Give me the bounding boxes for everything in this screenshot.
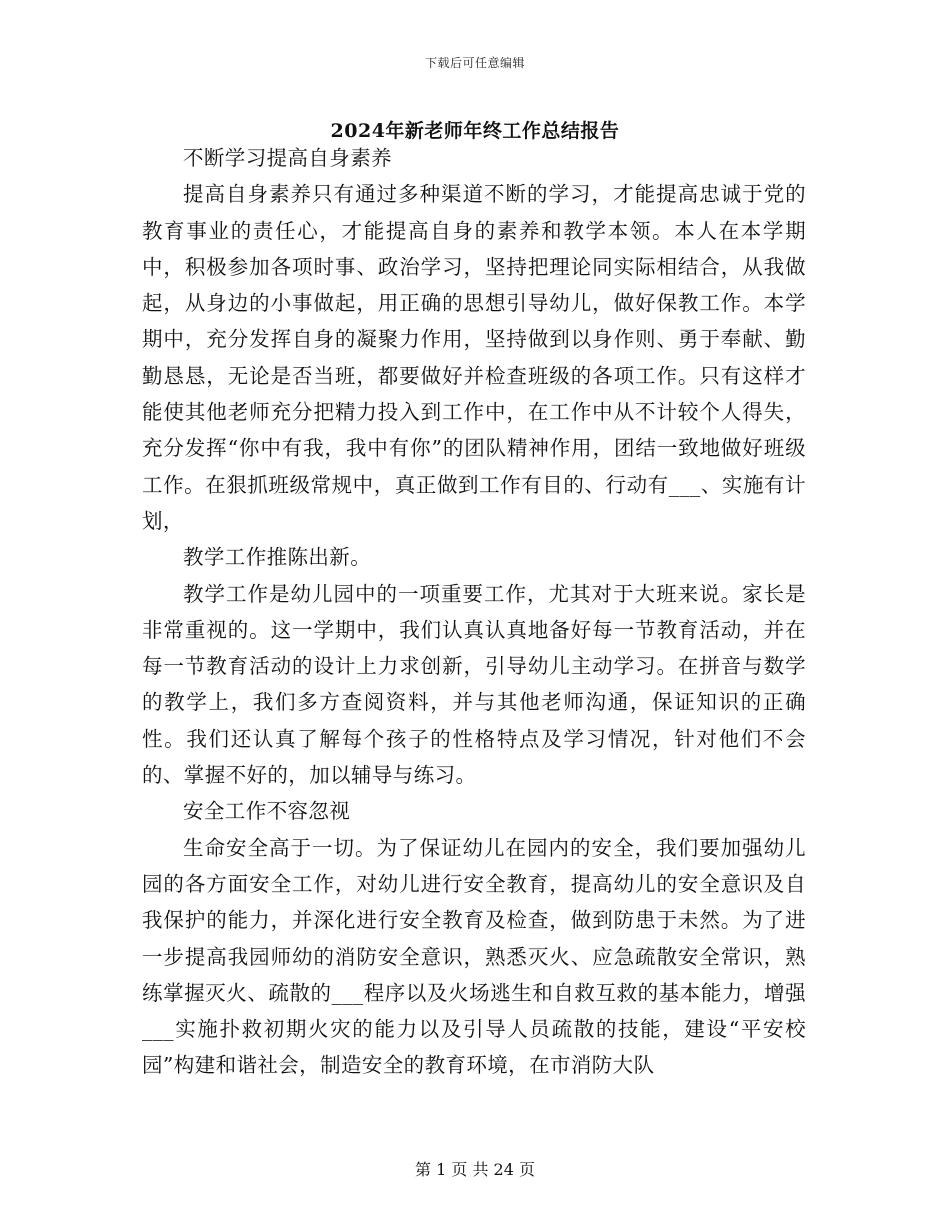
paragraph-safety: 生命安全高于一切。为了保证幼儿在园内的安全，我们要加强幼儿园的各方面安全工作，对幼儿进行安全教育，提高幼儿的安全意识及自我保护的能力，并深化进行安全教育及检查，做到防患于未然。为了进一步提高我园师幼的消防安全意识，熟悉灭火、应急疏散安全常识，熟练掌握灭火、疏散的___程序以及火场逃生和自救互救的基本能力，增强___实施扑救初期火灾的能力以及引导人员疏散的技能，建设“平安校园”构建和谐社会，制造安全的教育环境，在市消防大队: [142, 835, 806, 1078]
paragraph-study: 提高自身素养只有通过多种渠道不断的学习，才能提高忠诚于党的教育事业的责任心，才能提高自身的素养和教学本领。本人在本学期中，积极参加各项时事、政治学习，坚持把理论同实际相结合，从我做起，从身边的小事做起，用正确的思想引导幼儿，做好保教工作。本学期中，充分发挥自身的凝聚力作用，坚持做到以身作则、勇于奉献、勤勤恳恳，无论是否当班，都要做好并检查班级的各项工作。只有这样才能使其他老师充分把精力投入到工作中，在工作中从不计较个人得失，充分发挥“你中有我，我中有你”的团队精神作用，团结一致地做好班级工作。在狠抓班级常规中，真正做到工作有目的、行动有___、实施有计划，: [142, 182, 806, 533]
paragraph-teaching: 教学工作是幼儿园中的一项重要工作，尤其对于大班来说。家长是非常重视的。这一学期中，我们认真认真地备好每一节教育活动，并在每一节教育活动的设计上力求创新，引导幼儿主动学习。在拼音与数学的教学上，我们多方查阅资料，并与其他老师沟通，保证知识的正确性。我们还认真了解每个孩子的性格特点及学习情况，针对他们不会的、掌握不好的，加以辅导与练习。: [142, 581, 806, 788]
page-number: 第 1 页 共 24 页: [415, 1160, 535, 1179]
document-body: [142, 140, 806, 1084]
section-heading-study: 不断学习提高自身素养: [183, 146, 392, 170]
section-heading-teaching: 教学工作推陈出新。: [183, 545, 372, 570]
document-title: 2024年新老师年终工作总结报告: [330, 120, 620, 142]
section-heading-safety: 安全工作不容忽视: [183, 799, 351, 824]
page-header: 下载后可任意编辑: [424, 56, 525, 70]
